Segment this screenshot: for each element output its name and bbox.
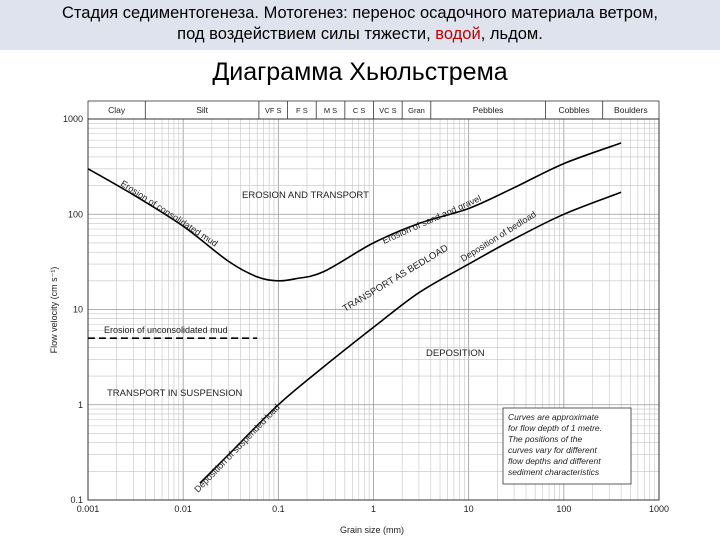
x-tick-label: 100 bbox=[556, 504, 572, 514]
label-deposition-bedload: Deposition of bedload bbox=[458, 209, 538, 264]
region-suspension: TRANSPORT IN SUSPENSION bbox=[107, 388, 243, 399]
x-tick-label: 0.1 bbox=[272, 504, 285, 514]
label-erosion-unconsolidated-mud: Erosion of unconsolidated mud bbox=[104, 325, 228, 335]
x-tick-label: 10 bbox=[463, 504, 474, 514]
x-tick-label: 1 bbox=[370, 504, 377, 514]
region-deposition: DEPOSITION bbox=[426, 348, 485, 359]
note-line: curves vary for different bbox=[508, 445, 597, 455]
note-line: Curves are approximate bbox=[508, 412, 599, 422]
size-class-label: Clay bbox=[108, 105, 126, 115]
size-class-label: M S bbox=[323, 106, 338, 115]
note-line: flow depths and different bbox=[508, 456, 601, 466]
note-text bbox=[508, 412, 602, 477]
x-tick-label: 1000 bbox=[648, 504, 670, 514]
size-class-label: Gran bbox=[408, 106, 425, 115]
header-line-2-start: под воздействием силы тяжести, bbox=[177, 25, 436, 43]
size-class-label: VF S bbox=[264, 106, 282, 115]
y-tick-label: 10 bbox=[72, 304, 83, 315]
size-class-label: Cobbles bbox=[558, 105, 590, 115]
size-class-label: VC S bbox=[379, 106, 397, 115]
size-class-label: Silt bbox=[196, 105, 209, 115]
header-highlight: водой bbox=[435, 25, 481, 43]
x-axis-label: Grain size (mm) bbox=[339, 525, 405, 535]
region-erosion-transport: EROSION AND TRANSPORT bbox=[242, 190, 369, 201]
x-tick-label: 0.01 bbox=[174, 504, 192, 514]
page-title: Диаграмма Хьюльстрема bbox=[212, 58, 508, 86]
header-line-2-end: , льдом. bbox=[480, 25, 543, 43]
y-tick-label: 1 bbox=[77, 399, 83, 410]
y-tick-label: 100 bbox=[67, 209, 83, 220]
label-erosion-sand-gravel: Erosion of sand and gravel bbox=[380, 193, 483, 246]
note-line: for flow depth of 1 metre. bbox=[508, 423, 603, 433]
size-class-label: Boulders bbox=[614, 105, 648, 115]
label-deposition-suspended-load: Deposition of suspended load bbox=[192, 402, 282, 495]
note-line: sediment characteristics bbox=[508, 467, 600, 477]
header-line-1: Стадия седиментогенеза. Мотогенез: перенос осадочного материала ветром, bbox=[61, 4, 658, 22]
y-tick-label: 0.1 bbox=[70, 495, 83, 505]
note-line: The positions of the bbox=[508, 434, 583, 444]
size-class-label: Pebbles bbox=[472, 105, 504, 115]
y-axis-label: Flow velocity (cm s⁻¹) bbox=[49, 266, 59, 354]
size-class-bar bbox=[88, 101, 659, 119]
size-class-label: C S bbox=[352, 106, 366, 115]
label-erosion-consolidated-mud: Erosion of consolidated mud bbox=[118, 178, 220, 249]
size-class-label: F S bbox=[296, 106, 308, 115]
x-tick-label: 0.001 bbox=[76, 504, 100, 514]
y-tick-label: 1000 bbox=[62, 114, 83, 124]
region-bedload: TRANSPORT AS BEDLOAD bbox=[340, 242, 451, 315]
